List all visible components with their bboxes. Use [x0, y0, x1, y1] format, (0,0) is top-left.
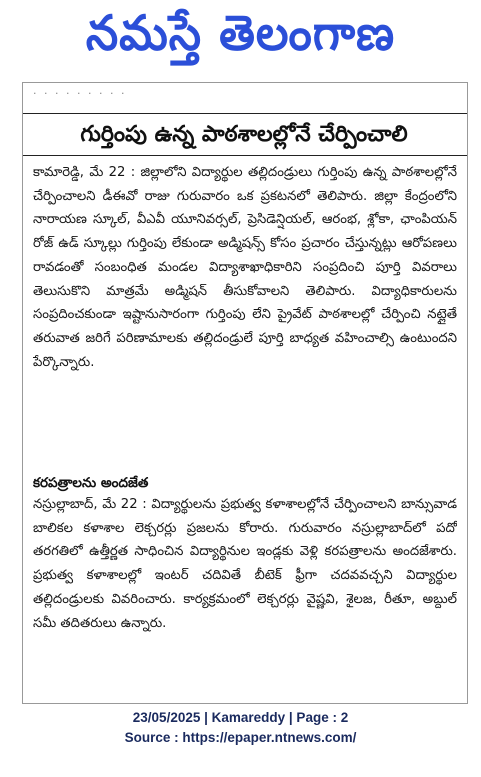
article-paragraph-1: కామారెడ్డి, మే 22 : జిల్లాలోని విద్యార్థుల తల్లిదండ్రులు గుర్తింపు ఉన్న పాఠశాలల్లోనే చేర్పించాలని డీఈవో రాజు గురువారం ఒక ప్రకటనలో తెలిపారు. జిల్లా కేంద్రంలోని నారాయణ స్కూల్, వీఎవీ యూనివర్సల్, ప్రెసిడెన్షియల్, ఆరంభ, శ్లోకా, ఛాంపియన్ రోజ్ ఉడ్ స్కూల్లు గుర్తింపు లేకుండా అడ్మిషన్స్ కోసం ప్రచారం చేస్తున్నట్లు ఆరోపణలు రావడంతో సంబంధిత మండల విద్యాశాఖాధికారిని సంప్రదించి పూర్తి వివరాలు తెలుసుకొని మాత్రమే అడ్మిషన్ తీసుకోవాలని తెలిపారు. విద్యాధికారులను సంప్రదించకుండా ఇష్టానుసారంగా గుర్తింపు లేని ప్రైవేట్ పాఠశాలల్లో చేర్పించి నట్లైతే తరువాత జరిగే పరిణామాలకు తల్లిదండ్రులే పూర్తి బాధ్యత వహించాల్సి ఉంటుందని పేర్కొన్నారు.	[33, 165, 457, 370]
date-location-page: 23/05/2025 | Kamareddy | Page : 2	[132, 710, 349, 725]
article-paragraph-2: నస్రుల్లాబాద్, మే 22 : విద్యార్థులను ప్రభుత్వ కళాశాలల్లోనే చేర్పించాలని బాన్సువాడ బాలికల కళాశాల లెక్చరర్లు ప్రజలను కోరారు. గురువారం నస్రుల్లాబాద్‌లో పదో తరగతిలో ఉత్తీర్ణత సాధించిన విద్యార్థినుల ఇండ్లకు వెళ్లి కరపత్రాలను అందజేశారు. ప్రభుత్వ కళాశాలల్లో ఇంటర్ చదివితే బీటెక్ ఫ్రీగా చదవవచ్చని విద్యార్థుల తల్లిదండ్రులకు వివరించారు. కార్యక్రమంలో లెక్చరర్లు వైష్ణవి, శైలజ, రీతూ, అబ్దుల్ సమీ తదితరులు ఉన్నారు.	[33, 497, 457, 631]
source-url: Source : https://epaper.ntnews.com/	[124, 730, 357, 745]
article-clipping	[22, 82, 468, 704]
article-headline: గుర్తింపు ఉన్న పాఠశాలల్లోనే చేర్పించాలి	[80, 122, 408, 147]
cut-off-text: · · · · · · · · ·	[33, 87, 127, 99]
source-footer	[0, 708, 481, 748]
headline-bottom-rule	[23, 155, 467, 156]
newspaper-logo: నమస్తే తెలంగాణ	[85, 4, 396, 62]
masthead	[0, 0, 481, 78]
headline-top-rule	[23, 113, 467, 114]
article-subheading: కరపత్రాలను అందజేత	[33, 475, 149, 491]
